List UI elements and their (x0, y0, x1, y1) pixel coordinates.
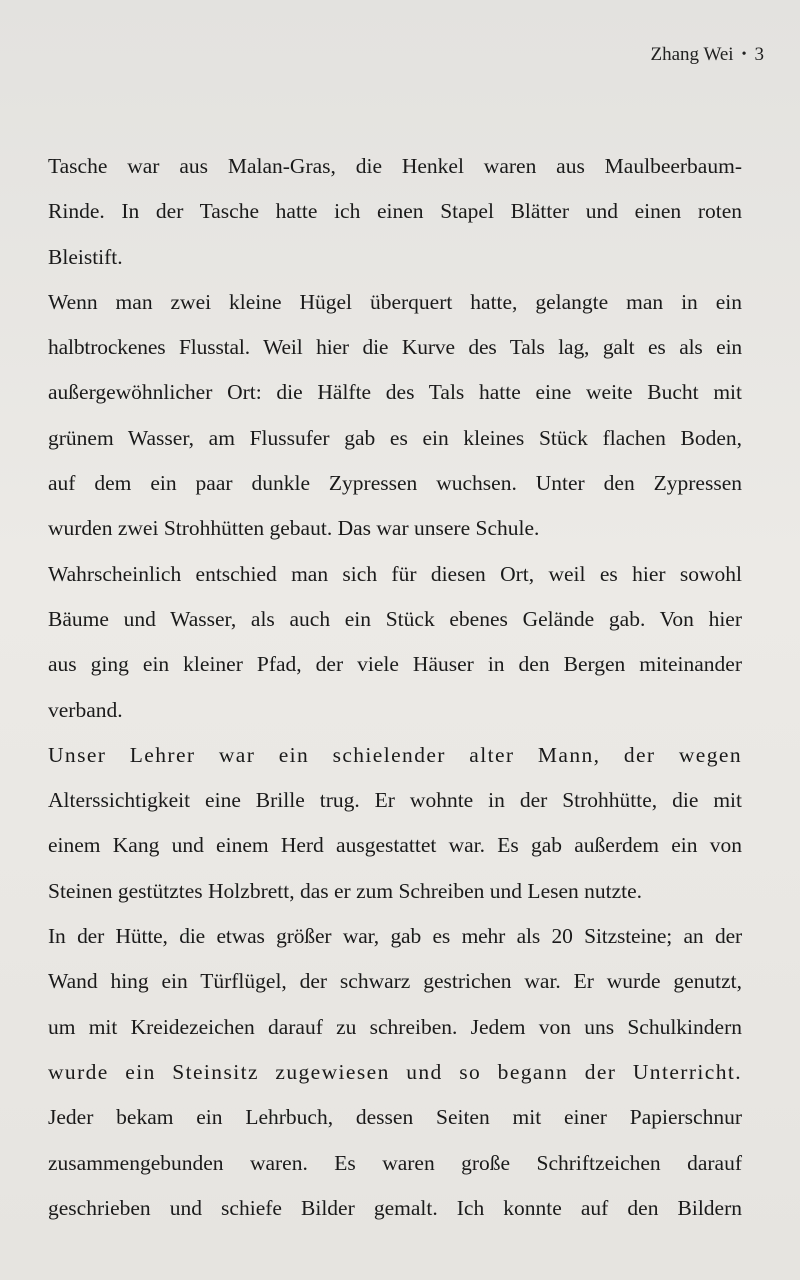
text-line: Bäume und Wasser, als auch ein Stück ebenes Gelände gab. Von hier (48, 606, 742, 631)
text-line: Wand hing ein Türflügel, der schwarz gestrichen war. Er wurde genutzt, (48, 969, 742, 994)
text-line: grünem Wasser, am Flussufer gab es ein kleines Stück flachen Boden, (48, 425, 742, 450)
text-line: außergewöhnlicher Ort: die Hälfte des Tals hatte eine weite Bucht mit (48, 380, 742, 405)
text-line: Wahrscheinlich entschied man sich für diesen Ort, weil es hier sowohl (48, 561, 742, 586)
text-line: Unser Lehrer war ein schielender alter Mann, der wegen (48, 742, 742, 767)
text-line: Jeder bekam ein Lehrbuch, dessen Seiten mit einer Papierschnur (48, 1105, 742, 1130)
text-line: halbtrockenes Flusstal. Weil hier die Kurve des Tals lag, galt es als ein (48, 335, 742, 360)
text-line: einem Kang und einem Herd ausgestattet war. Es gab außerdem ein von (48, 833, 742, 858)
text-line: aus ging ein kleiner Pfad, der viele Häuser in den Bergen miteinander (48, 652, 742, 677)
text-line: um mit Kreidezeichen darauf zu schreiben. Jedem von uns Schulkindern (48, 1014, 742, 1039)
text-line: In der Hütte, die etwas größer war, gab es mehr als 20 Sitzsteine; an der (48, 924, 742, 949)
text-line: zusammengebunden waren. Es waren große Schriftzeichen darauf (48, 1150, 742, 1175)
text-line: wurde ein Steinsitz zugewiesen und so begann der Unterricht. (48, 1059, 742, 1084)
text-line: Tasche war aus Malan-Gras, die Henkel waren aus Maulbeerbaum- (48, 154, 742, 178)
page-body-text (48, 144, 742, 1231)
text-line: verband. (48, 697, 123, 722)
text-line: Rinde. In der Tasche hatte ich einen Stapel Blätter und einen roten (48, 199, 742, 224)
text-line: auf dem ein paar dunkle Zypressen wuchsen. Unter den Zypressen (48, 471, 742, 496)
text-line: geschrieben und schiefe Bilder gemalt. Ich konnte auf den Bildern (48, 1195, 742, 1220)
text-line: Bleistift. (48, 244, 123, 269)
header-separator: • (741, 47, 747, 62)
text-line: Steinen gestütztes Holzbrett, das er zum Schreiben und Lesen nutzte. (48, 878, 643, 903)
header-author: Zhang Wei (650, 44, 734, 65)
text-line: Wenn man zwei kleine Hügel überquert hatte, gelangte man in ein (48, 289, 742, 314)
text-line: wurden zwei Strohhütten gebaut. Das war unsere Schule. (48, 516, 540, 541)
text-line: Alterssichtigkeit eine Brille trug. Er wohnte in der Strohhütte, die mit (48, 788, 742, 813)
running-header (651, 44, 764, 66)
page-number: 3 (754, 44, 764, 65)
